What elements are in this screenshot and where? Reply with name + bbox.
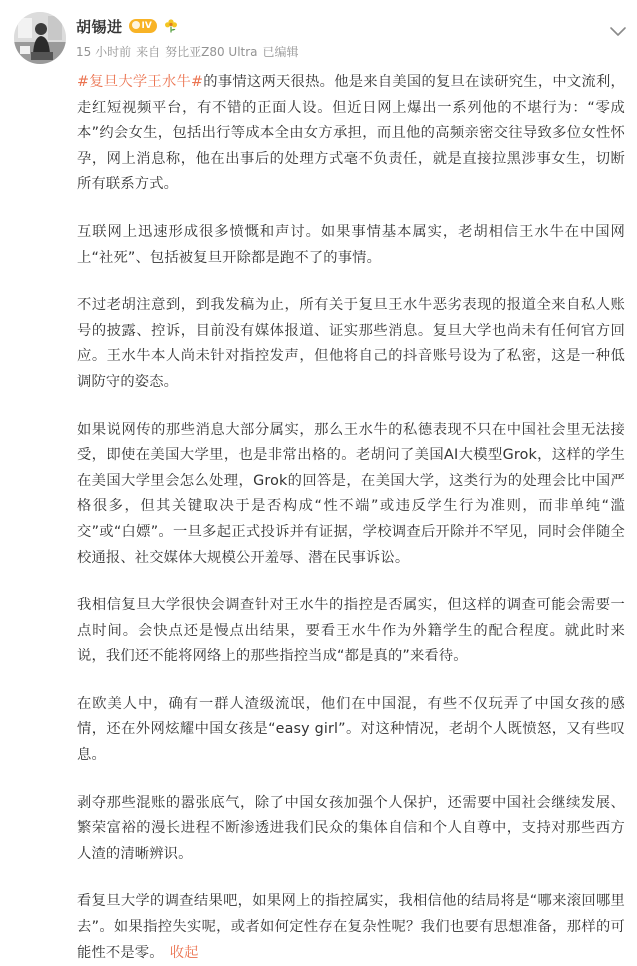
level-badge[interactable] [129,19,157,33]
post-device: 努比亚Z80 Ultra [165,44,258,59]
edited-label[interactable]: 已编辑 [262,44,299,59]
paragraph-3: 不过老胡注意到，到我发稿为止，所有关于复旦王水牛恶劣表现的报道全来自私人账号的披露、控诉，目前没有媒体报道、证实那些消息。复旦大学也尚未有任何官方回应。王水牛本人尚未针对指控发声，但他将自己的抖音账号设为了私密，这是一种低调防守的姿态。 [77,297,625,390]
post-header [14,10,623,66]
author-name[interactable]: 胡锡进 [76,17,123,36]
flower-icon[interactable] [163,18,179,34]
paragraph-1 [77,70,625,198]
paragraph-2: 互联网上迅速形成很多愤慨和声讨。如果事情基本属实，老胡相信王水牛在中国网上“社死”、包括被复旦开除都是跑不了的事情。 [77,223,625,266]
paragraph-5: 我相信复旦大学很快会调查针对王水牛的指控是否属实，但这样的调查可能会需要一点时间。会快点还是慢点出结果，要看王水牛作为外籍学生的配合程度。就此时来说，我们还不能将网络上的那些指控当成“都是真的”来看待。 [77,597,625,665]
post-meta [76,42,304,60]
avatar[interactable] [14,12,66,64]
hashtag-link[interactable]: #复旦大学王水牛# [77,74,204,90]
paragraph-text: 看复旦大学的调查结果吧，如果网上的指控属实，我相信他的结局将是“哪来滚回哪里去”。如果指控失实呢，或者如何定性存在复杂性呢？我们也要有思想准备，那样的可能性不是零。 [77,893,625,961]
post-time[interactable]: 15 小时前 [76,44,132,59]
post-menu-button[interactable] [608,24,628,38]
badge-icon [132,21,140,29]
source-prefix: 来自 [136,44,161,59]
post-content [77,70,625,966]
paragraph-8 [77,889,625,966]
avatar-photo-icon [14,12,66,64]
paragraph-7: 剥夺那些混账的嚣张底气，除了中国女孩加强个人保护，还需要中国社会继续发展、繁荣富裕的漫长进程不断渗透进我们民众的集体自信和个人自尊中，支持对那些西方人渣的清晰辨识。 [77,794,625,862]
author-row [76,14,179,38]
level-badge-label: IV [141,21,152,31]
chevron-down-icon [608,25,628,39]
paragraph-6: 在欧美人中，确有一群人渣级流氓，他们在中国混，有些不仅玩弄了中国女孩的感情，还在外网炫耀中国女孩是“easy girl”。对这种情况，老胡个人既愤怒，又有些叹息。 [77,695,625,764]
paragraph-text: 的事情这两天很热。他是来自美国的复旦在读研究生，中文流利，走红短视频平台，有不错的正面人设。但近日网上爆出一系列他的不堪行为：“零成本”约会女生，包括出行等成本全由女方承担，而且他的高频亲密交往导致多位女性怀孕，网上消息称，他在出事后的处理方式毫不负责任，就是直接拉黑涉事女生，切断所有联系方式。 [77,74,625,193]
paragraph-4: 如果说网传的那些消息大部分属实，那么王水牛的私德表现不只在中国社会里无法接受，即使在美国大学里，也是非常出格的。老胡问了美国AI大模型Grok，这样的学生在美国大学里会怎么处理，Grok的回答是，在美国大学，这类行为的处理会比中国严格很多，但其关键取决于是否构成“性不端”或违反学生行为准则，而非单纯“滥交”或“白嫖”。一旦多起正式投诉并有证据，学校调查后开除并不罕见，同时会伴随全校通报、社交媒体大规模公开羞辱、潜在民事诉讼。 [77,421,625,566]
collapse-link[interactable]: 收起 [169,944,199,961]
